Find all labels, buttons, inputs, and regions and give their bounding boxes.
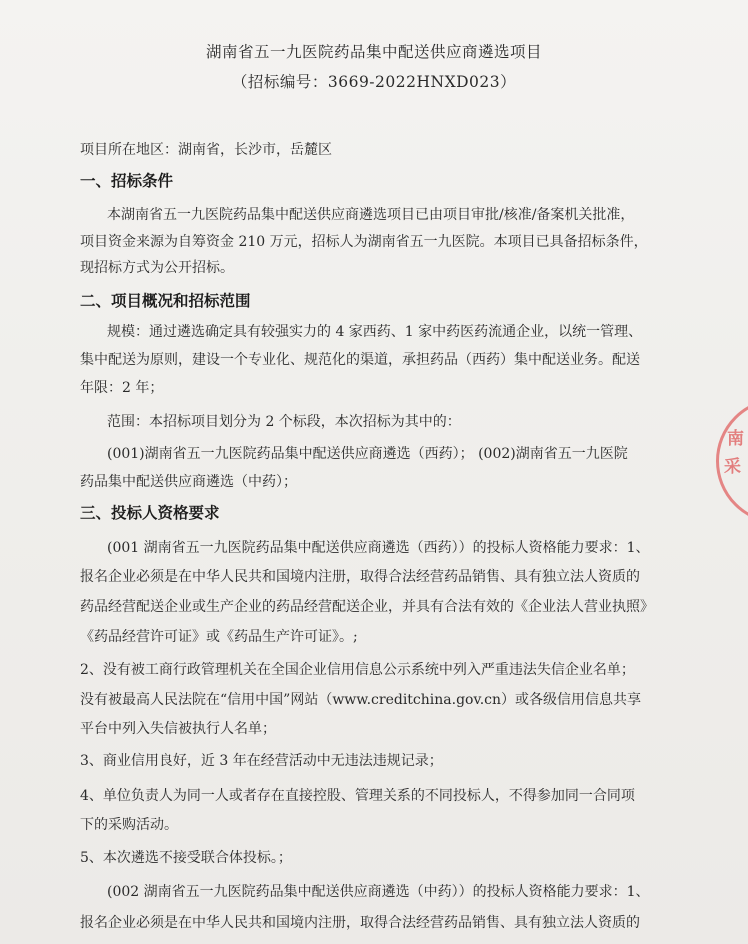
paragraph-line: 5、本次遴选不接受联合体投标。； xyxy=(80,850,292,866)
paragraph-line: 现招标方式为公开招标。 xyxy=(80,260,234,276)
paragraph-line: 3、商业信用良好，近 3 年在经营活动中无违法违规记录； xyxy=(80,753,443,769)
paragraph-line: 2、没有被工商行政管理机关在全国企业信用信息公示系统中列入严重违法失信企业名单； xyxy=(80,662,635,678)
paragraph-line: 本湖南省五一九医院药品集中配送供应商遴选项目已由项目审批/核准/备案机关批准， xyxy=(107,207,635,223)
seal-char: 采 xyxy=(724,457,741,477)
paragraph-line: 报名企业必须是在中华人民共和国境内注册，取得合法经营药品销售、具有独立法人资质的 xyxy=(80,915,640,931)
paragraph-line: 范围：本招标项目划分为 2 个标段，本次招标为其中的： xyxy=(107,414,461,430)
paragraph-line: 年限：2 年； xyxy=(80,380,164,396)
paragraph-line: 项目资金来源为自筹资金 210 万元，招标人为湖南省五一九医院。本项目已具备招标条件， xyxy=(80,234,648,250)
project-location: 项目所在地区：湖南省，长沙市，岳麓区 xyxy=(80,142,332,158)
paragraph-line: 平台中列入失信被执行人名单； xyxy=(80,721,276,737)
paragraph-line: (001)湖南省五一九医院药品集中配送供应商遴选（西药）； (002)湖南省五一九医院 xyxy=(107,446,628,462)
section-heading-3: 三、投标人资格要求 xyxy=(80,504,220,522)
paragraph-line: (001 湖南省五一九医院药品集中配送供应商遴选（西药））的投标人资格能力要求：1、 xyxy=(107,540,650,556)
paragraph-line: 药品集中配送供应商遴选（中药）； xyxy=(80,474,297,490)
paragraph-line: 下的采购活动。 xyxy=(80,817,178,833)
seal-char: 南 xyxy=(727,429,744,449)
paragraph-line: 4、单位负责人为同一人或者存在直接控股、管理关系的不同投标人，不得参加同一合同项 xyxy=(80,788,635,804)
paragraph-line: 集中配送为原则，建设一个专业化、规范化的渠道，承担药品（西药）集中配送业务。配送 xyxy=(80,352,640,368)
paragraph-line: (002 湖南省五一九医院药品集中配送供应商遴选（中药））的投标人资格能力要求：1、 xyxy=(107,884,650,900)
tender-number: （招标编号：3669-2022HNXD023） xyxy=(231,73,517,91)
paragraph-line: 没有被最高人民法院在“信用中国”网站（www.creditchina.gov.cn）或各级信用信息共享 xyxy=(80,692,642,708)
document-title: 湖南省五一九医院药品集中配送供应商遴选项目 xyxy=(205,43,542,61)
paragraph-line: 药品经营配送企业或生产企业的药品经营配送企业，并具有合法有效的《企业法人营业执照》 xyxy=(80,599,654,615)
paragraph-line: 规模：通过遴选确定具有较强实力的 4 家西药、1 家中药医药流通企业，以统一管理、 xyxy=(107,324,643,340)
paragraph-line: 《药品经营许可证》或《药品生产许可证》。; xyxy=(80,629,358,645)
section-heading-2: 二、项目概况和招标范围 xyxy=(80,292,251,310)
paragraph-line: 报名企业必须是在中华人民共和国境内注册，取得合法经营药品销售、具有独立法人资质的 xyxy=(80,569,640,585)
section-heading-1: 一、招标条件 xyxy=(80,172,174,190)
